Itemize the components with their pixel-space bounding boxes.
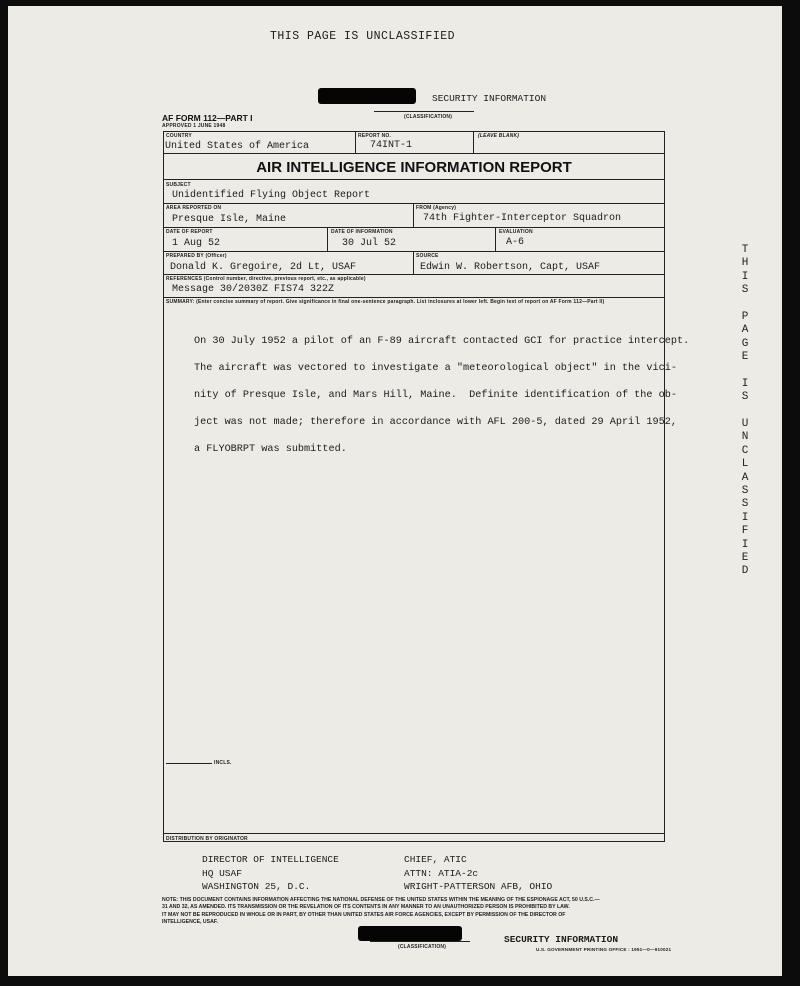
evaluation-label: EVALUATION (499, 229, 533, 235)
source-label: SOURCE (416, 253, 439, 259)
side-letter: L (741, 458, 749, 471)
side-letter (738, 365, 752, 378)
side-letter: E (741, 351, 749, 364)
side-letter: C (741, 444, 749, 457)
note-line: INTELLIGENCE, USAF. (162, 919, 218, 926)
distribution-line: CHIEF, ATIC (404, 854, 467, 865)
form-number: AF FORM 112—PART I (162, 113, 253, 123)
side-letter: G (741, 337, 749, 350)
summary-line: ject was not made; therefore in accordance with AFL 200-5, dated 29 April 1952, (194, 416, 677, 428)
area-value: Presque Isle, Maine (172, 214, 287, 225)
redaction-bar-top (318, 88, 416, 104)
side-letter: F (741, 525, 749, 538)
security-stamp-bottom: SECURITY INFORMATION (504, 934, 619, 945)
report-no-label: REPORT NO. (358, 133, 392, 139)
report-no-value: 74INT-1 (370, 140, 413, 151)
side-letter: H (741, 257, 749, 270)
side-letter: S (741, 498, 749, 511)
security-stamp-top: SECURITY INFORMATION (432, 93, 547, 104)
report-title: AIR INTELLIGENCE INFORMATION REPORT (256, 159, 572, 176)
side-letter: S (741, 391, 749, 404)
date-info-value: 30 Jul 52 (342, 238, 397, 249)
references-value: Message 30/2030Z FIS74 322Z (172, 284, 335, 295)
distribution-line: HQ USAF (202, 867, 242, 879)
inclosures-label: INCLS. (214, 760, 232, 766)
note-line: 31 AND 32, AS AMENDED. ITS TRANSMISSION OR THE REVELATION OF ITS CONTENTS IN ANY MANNER TO AN UNAUTHORIZED PERSON IS PROHIBITED BY LAW. (162, 904, 570, 911)
country-label: COUNTRY (166, 133, 192, 139)
country-value: United States of America (165, 141, 310, 152)
side-unclassified-stamp (738, 244, 752, 579)
from-label: FROM (Agency) (416, 205, 457, 211)
side-letter: A (741, 471, 749, 484)
side-letter: T (741, 244, 749, 256)
distribution-recipient (404, 853, 552, 894)
side-letter: P (741, 310, 749, 323)
leave-blank-label: (LEAVE BLANK) (478, 133, 520, 139)
distribution-line: WASHINGTON 25, D.C. (202, 881, 311, 892)
distribution-line: WRIGHT-PATTERSON AFB, OHIO (404, 881, 553, 892)
summary-line: On 30 July 1952 a pilot of an F-89 aircraft contacted GCI for practice intercept. (194, 335, 690, 347)
form-approved: APPROVED 1 JUNE 1948 (162, 123, 226, 129)
side-letter: I (741, 270, 749, 283)
classification-label-top: (CLASSIFICATION) (404, 114, 453, 120)
date-info-label: DATE OF INFORMATION (331, 229, 393, 235)
side-letter: A (741, 324, 749, 337)
document-page (8, 6, 782, 976)
distribution-originator (202, 853, 339, 894)
summary-line: a FLYOBRPT was submitted. (194, 443, 347, 455)
side-letter: S (741, 485, 749, 498)
printing-office-mark: U.S. GOVERNMENT PRINTING OFFICE : 1951—0—910021 (536, 947, 672, 952)
side-letter: D (741, 565, 749, 578)
subject-value: Unidentified Flying Object Report (172, 190, 371, 201)
source-value: Edwin W. Robertson, Capt, USAF (420, 262, 601, 273)
prepared-by-value: Donald K. Gregoire, 2d Lt, USAF (170, 262, 357, 273)
espionage-note (162, 897, 600, 927)
note-line: IT MAY NOT BE REPRODUCED IN WHOLE OR IN PART, BY OTHER THAN UNITED STATES AIR FORCE AGENCIES, EXCEPT BY PERMISSION OF THE DIRECTOR OF (162, 911, 566, 918)
side-letter: I (741, 511, 749, 524)
side-letter: I (741, 538, 749, 551)
note-line: NOTE: THIS DOCUMENT CONTAINS INFORMATION AFFECTING THE NATIONAL DEFENSE OF THE UNITED STATES WITHIN THE MEANING OF THE ESPIONAGE ACT, 50 U.S.C.— (162, 897, 600, 903)
summary-text (194, 321, 689, 470)
date-report-value: 1 Aug 52 (172, 238, 221, 249)
side-letter (738, 405, 752, 418)
from-value: 74th Fighter-Interceptor Squadron (423, 213, 622, 224)
date-report-label: DATE OF REPORT (166, 229, 213, 235)
side-letter (738, 298, 752, 311)
unclassified-banner: THIS PAGE IS UNCLASSIFIED (270, 30, 456, 43)
summary-line: The aircraft was vectored to investigate a "meteorological object" in the vici- (194, 362, 677, 374)
references-label: REFERENCES (Control number, directive, previous report, etc., as applicable) (166, 276, 366, 282)
evaluation-value: A-6 (506, 237, 525, 248)
side-letter: E (741, 551, 749, 564)
redaction-bar-bottom (358, 926, 462, 941)
side-letter: U (741, 418, 749, 431)
classification-label-bottom: (CLASSIFICATION) (398, 944, 447, 950)
area-label: AREA REPORTED ON (166, 205, 222, 211)
side-letter: I (741, 377, 749, 390)
side-letter: S (741, 284, 749, 297)
distribution-line: ATTN: ATIA-2c (404, 867, 479, 879)
side-letter: N (741, 431, 749, 444)
summary-line: nity of Presque Isle, and Mars Hill, Maine. Definite identification of the ob- (194, 389, 677, 401)
distribution-label: DISTRIBUTION BY ORIGINATOR (166, 836, 248, 842)
subject-label: SUBJECT (166, 182, 191, 188)
prepared-by-label: PREPARED BY (Officer) (166, 253, 227, 259)
distribution-line: DIRECTOR OF INTELLIGENCE (202, 854, 339, 865)
summary-label: SUMMARY: (Enter concise summary of report. Give significance in final one-sentence paragraph. List inclosures at lower left. Begin text of report on AF Form 112—Part II) (166, 299, 605, 305)
